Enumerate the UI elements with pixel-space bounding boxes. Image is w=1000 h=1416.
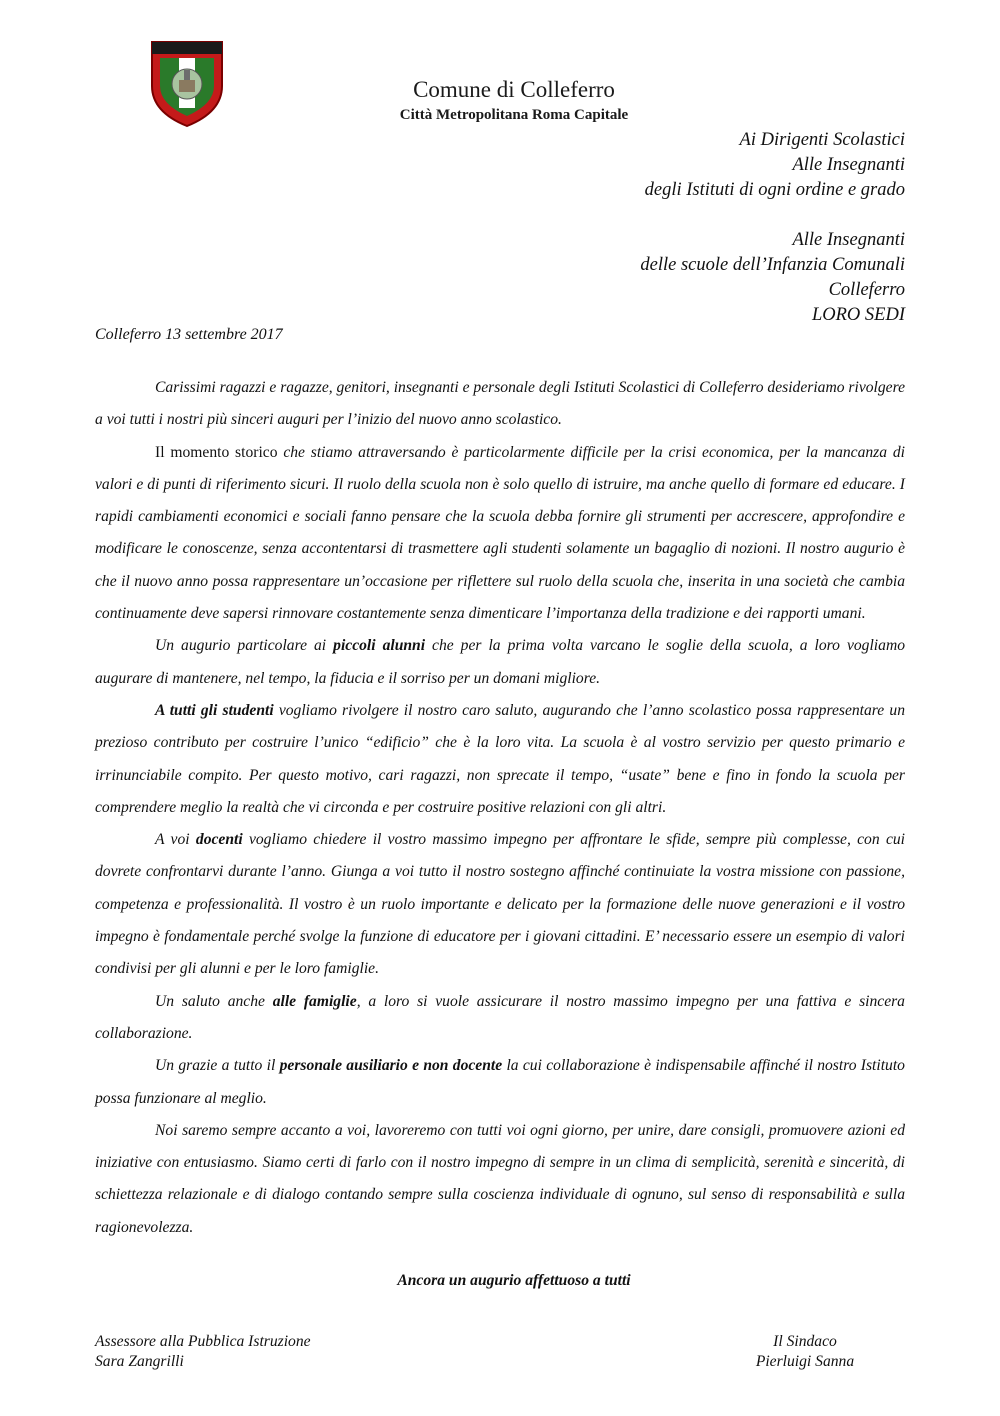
closing-line: Ancora un augurio affettuoso a tutti <box>397 1272 631 1289</box>
page-subtitle: Città Metropolitana Roma Capitale <box>399 107 629 123</box>
signature-title: Il Sindaco <box>773 1333 837 1350</box>
municipal-crest <box>150 40 224 128</box>
recipients-block <box>640 128 905 328</box>
recipient-line: degli Istituti di ogni ordine e grado <box>644 180 905 200</box>
paragraph: A voi docenti vogliamo chiedere il vostro massimo impegno per affrontare le sfide, sempre più complesse, con cui dovrete confrontarvi durante l’anno. Giunga a voi tutto il nostro sostegno affinché continuiate la vostra missione con passione, competenza e professionalità. Il vostro è un ruolo importante e delicato per la formazione delle nuove generazioni e il vostro impegno è fondamentale perché svolge la funzione di educatore per i giovani cittadini. E’ necessario essere un esempio di valori condivisi per gli alunni e per le loro famiglie. <box>95 831 905 978</box>
page-title: Comune di Colleferro <box>413 77 615 102</box>
paragraph: Un saluto anche alle famiglie, a loro si vuole assicurare il nostro massimo impegno per una fattiva e sincera collaborazione. <box>95 992 905 1042</box>
paragraph: Il momento storico che stiamo attraversando è particolarmente difficile per la crisi economica, per la mancanza di valori e di punti di riferimento sicuri. Il ruolo della scuola non è solo quello di istruire, ma anche quello di formare ed educare. I rapidi cambiamenti economici e sociali fanno pensare che la scuola debba fornire gli strumenti per accrescere, approfondire e modificare le conoscenze, senza accontentarsi di trasmettere agli studenti solamente un bagaglio di nozioni. Il nostro augurio è che il nuovo anno possa rappresentare un’occasione per riflettere sul ruolo della scuola che, inserita in una società che cambia continuamente deve sapersi rinnovare costantemente senza dimenticare l’importanza della tradizione e dei rapporti umani. <box>95 443 905 623</box>
paragraph: Un grazie a tutto il personale ausiliario e non docente la cui collaborazione è indispensabile affinché il nostro Istituto possa funzionare al meglio. <box>95 1057 905 1107</box>
letter-date: Colleferro 13 settembre 2017 <box>95 326 283 343</box>
paragraph: Carissimi ragazzi e ragazze, genitori, insegnanti e personale degli Istituti Scolastici di Colleferro desideriamo rivolgere a voi tutti i nostri più sinceri auguri per l’inizio del nuovo anno scolastico. <box>95 379 905 429</box>
recipient-line: Ai Dirigenti Scolastici <box>739 130 905 150</box>
signature-sindaco <box>750 1332 860 1372</box>
recipient-line: Colleferro <box>828 280 905 300</box>
signature-name: Pierluigi Sanna <box>755 1353 855 1370</box>
letter-body <box>95 372 905 1244</box>
paragraph: A tutti gli studenti vogliamo rivolgere il nostro caro saluto, augurando che l’anno scolastico possa rappresentare un prezioso contributo per costruire l’unico “edificio” che è la loro vita. La scuola è al vostro servizio per questo primario e irrinunciabile compito. Per questo motivo, cari ragazzi, non sprecate il tempo, “usate” bene e fino in fondo la scuola per comprendere meglio la realtà che vi circonda e per costruire positive relazioni con gli altri. <box>95 701 905 816</box>
signature-title: Assessore alla Pubblica Istruzione <box>95 1333 311 1350</box>
recipient-line: LORO SEDI <box>811 305 905 325</box>
paragraph: Un augurio particolare ai piccoli alunni che per la prima volta varcano le soglie della scuola, a loro vogliamo augurare di mantenere, nel tempo, la fiducia e il sorriso per un domani migliore. <box>95 637 905 687</box>
signature-assessore <box>95 1332 311 1372</box>
paragraph: Noi saremo sempre accanto a voi, lavoreremo con tutti voi ogni giorno, per unire, dare consigli, promuovere azioni ed iniziative con entusiasmo. Siamo certi di farlo con il nostro impegno di sempre in un clima di semplicità, serenità e sincerità, di schiettezza relazionale e di dialogo contando sempre sulla coscienza individuale di ognuno, sul senso di responsabilità e sulla ragionevolezza. <box>95 1121 905 1236</box>
signature-name: Sara Zangrilli <box>95 1353 184 1370</box>
recipient-line: Alle Insegnanti <box>792 155 905 175</box>
recipient-line: delle scuole dell’Infanzia Comunali <box>640 255 905 275</box>
recipient-line: Alle Insegnanti <box>792 230 905 250</box>
